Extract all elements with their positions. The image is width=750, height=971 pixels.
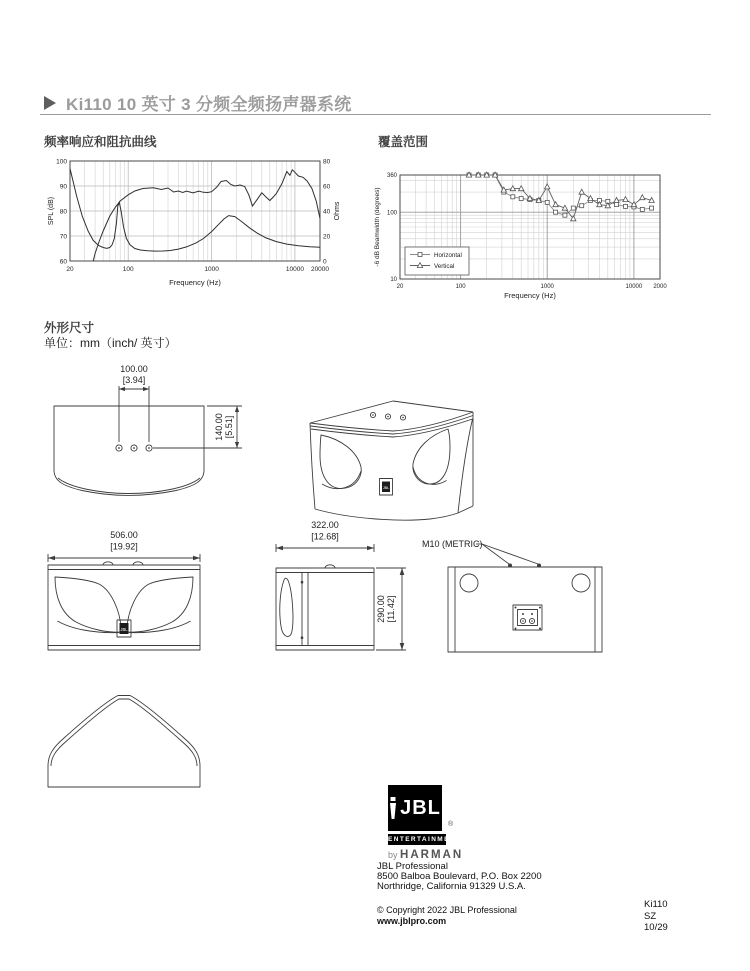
svg-text:90: 90 <box>59 183 67 191</box>
pointer-icon <box>44 96 56 110</box>
side-view-drawing <box>270 518 420 663</box>
dim-depth-mm: 322.00 <box>311 520 339 530</box>
svg-text:Vertical: Vertical <box>434 263 455 270</box>
entertainment-bar: ENTERTAINMENT <box>388 836 462 843</box>
doc-info <box>644 899 668 934</box>
svg-text:100: 100 <box>386 210 397 217</box>
svg-text:-6 dB Beamwidth (degrees): -6 dB Beamwidth (degrees) <box>374 187 381 267</box>
svg-text:70: 70 <box>59 233 67 241</box>
jbl-emblem: JBL <box>382 486 390 490</box>
svg-text:Ohms: Ohms <box>334 201 341 221</box>
svg-text:100: 100 <box>455 284 466 290</box>
company-name: JBL Professional <box>377 861 448 872</box>
svg-text:10000: 10000 <box>625 284 643 290</box>
company-address <box>377 862 542 892</box>
svg-text:20000: 20000 <box>310 266 330 273</box>
svg-text:20: 20 <box>396 284 404 290</box>
svg-text:10: 10 <box>390 277 397 284</box>
svg-text:20: 20 <box>66 266 74 273</box>
svg-text:60: 60 <box>59 258 67 266</box>
doc-page: 10/29 <box>644 922 668 933</box>
svg-text:10000: 10000 <box>285 266 304 273</box>
bottom-view-drawing <box>40 688 220 793</box>
svg-text:100: 100 <box>56 158 67 166</box>
svg-text:40: 40 <box>323 208 331 216</box>
jbl-exclamation-icon <box>389 797 397 819</box>
m10-label: M10 (METRIC) <box>422 539 483 549</box>
dim-width-mm: 506.00 <box>110 530 138 540</box>
svg-text:360: 360 <box>386 173 397 180</box>
svg-text:Frequency (Hz): Frequency (Hz) <box>504 291 556 300</box>
jbl-emblem: JBL <box>120 626 128 632</box>
svg-text:Horizontal: Horizontal <box>434 252 462 259</box>
svg-text:1000: 1000 <box>540 284 554 290</box>
doc-code: SZ <box>644 910 657 922</box>
svg-text:SPL (dB): SPL (dB) <box>48 196 55 226</box>
frequency-response-impedance-chart <box>44 155 344 305</box>
jbl-logo-block <box>388 785 463 861</box>
dim-depth-mm: 140.00 <box>214 413 224 441</box>
dim-width-in: [3.94] <box>122 375 146 385</box>
website-link: www.jblpro.com <box>377 915 447 926</box>
freq-response-section-title: 频率响应和阻抗曲线 <box>44 135 157 149</box>
coverage-chart <box>372 155 690 310</box>
dim-height-in: [11.42] <box>386 595 396 623</box>
dimensions-unit: 单位：mm（inch/ 英寸） <box>44 336 177 350</box>
perspective-view-drawing <box>295 385 490 525</box>
svg-text:0: 0 <box>323 258 327 266</box>
rear-view-drawing <box>420 520 655 660</box>
dimensions-title: 外形尺寸 <box>44 321 95 335</box>
address-line2: Northridge, California 91329 U.S.A. <box>377 881 526 892</box>
svg-text:Frequency (Hz): Frequency (Hz) <box>169 278 221 287</box>
coverage-section-title: 覆盖范围 <box>378 135 429 149</box>
svg-text:20: 20 <box>323 233 331 241</box>
dim-width-in: [19.92] <box>110 541 138 552</box>
page-title: Ki110 10 英寸 3 分频全频扬声器系统 <box>66 95 352 114</box>
svg-text:60: 60 <box>323 183 331 191</box>
svg-text:2000: 2000 <box>653 284 667 290</box>
address-line1: 8500 Balboa Boulevard, P.O. Box 2200 <box>377 871 542 882</box>
dim-width-mm: 100.00 <box>120 364 148 374</box>
svg-text:80: 80 <box>59 208 67 216</box>
page-header <box>44 90 352 115</box>
svg-text:1000: 1000 <box>204 266 219 273</box>
registered-mark: ® <box>448 821 454 828</box>
copyright-block <box>377 905 517 926</box>
dim-height-mm: 290.00 <box>376 595 386 623</box>
dim-depth-in: [5.51] <box>224 415 234 439</box>
header-divider <box>40 114 711 115</box>
copyright-line: © Copyright 2022 JBL Professional <box>377 905 517 915</box>
by-harman: by HARMAN <box>388 849 464 861</box>
svg-text:80: 80 <box>323 158 331 166</box>
dim-depth-in: [12.68] <box>311 531 339 542</box>
doc-model: Ki110 <box>644 899 668 910</box>
jbl-logo: JBL <box>388 785 442 831</box>
top-view-drawing <box>44 360 254 508</box>
front-view-drawing <box>40 528 220 663</box>
svg-text:100: 100 <box>122 266 134 273</box>
